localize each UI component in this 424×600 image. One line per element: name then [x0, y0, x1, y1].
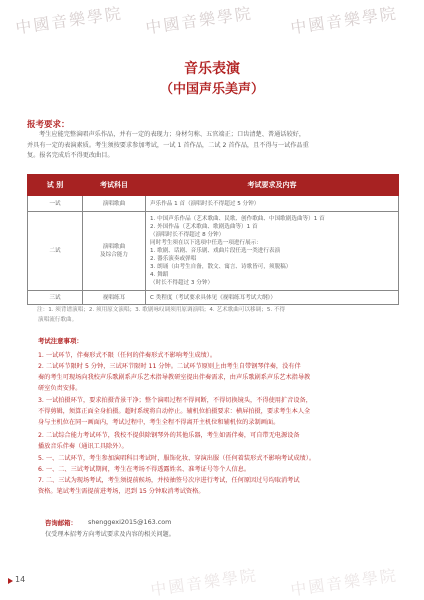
- requirements-line: 考生应能完整演唱声乐作品，并有一定的表现力；身材匀称、五官端正；口齿清楚、普通话较好，: [39, 131, 306, 138]
- notice-line: 不得剪辑，须算正面全身拍摄。超时系统将自动停止。辅机位拍摄要求：横屏拍摄，要求考生本人全: [38, 408, 311, 415]
- notice-item: [38, 361, 383, 394]
- content-line: （时长不得超过 3 分钟）: [150, 280, 214, 286]
- table-cell-stage: 二试: [28, 212, 83, 291]
- page-number: 14: [15, 575, 26, 584]
- content-line: 2. 外国作品（艺术歌曲、歌剧选曲等）1 首: [150, 224, 258, 230]
- content-line: 2. 器乐演奏或弹唱: [150, 256, 197, 262]
- notice-line: 身与主机位在同一画面内，考试过程中，考生全程不得离开主机位和辅机位的录制画面。: [38, 419, 280, 426]
- notice-item: [38, 350, 383, 361]
- watermark: 中國音樂學院: [149, 565, 259, 600]
- table-cell-subject: 演唱歌曲 及综合能力: [83, 212, 146, 291]
- contact-note: 仅受理本招考方向考试要求及内容的相关问题。: [45, 531, 175, 538]
- requirements-heading: 报考要求：: [27, 120, 70, 130]
- table-cell-subject: 视唱练耳: [83, 291, 146, 305]
- table-cell-stage: 三试: [28, 291, 83, 305]
- notice-heading: 考试注意事项：: [38, 337, 83, 345]
- table-header: 试 别: [28, 175, 83, 196]
- notice-item: [38, 464, 383, 475]
- notice-line: 6. 一、二、三试考试期间，考生在考场不得透露姓名、准考证号等个人信息。: [38, 466, 251, 473]
- content-line: 3. 朗诵（由考生自备，散文、寓言、诗歌皆可，须脱稿）: [150, 264, 292, 270]
- contact-email-link[interactable]: shenggexi2015@163.com: [88, 518, 172, 526]
- watermark: 中國音樂學院: [289, 3, 399, 38]
- notice-line: 奏的考生可现场向我校声乐歌剧系声乐艺术指导教研室提出伴奏需求，由声乐歌剧系声乐艺术指导教: [38, 374, 311, 381]
- notice-line: 1. 一试环节，伴奏形式不限（任何的伴奏形式不影响考生成绩）。: [38, 352, 217, 359]
- notice-line: 播放音乐伴奏（通讯工具除外）。: [38, 443, 128, 450]
- notice-line: 7. 二、三试为现场考试，考生须提前候场，并按抽签号次序进行考试，任何原因过号均取消考试: [38, 477, 300, 484]
- table-note: 演唱流行歌曲。: [38, 317, 78, 323]
- table-header: 考试科目: [83, 175, 146, 196]
- table-header: 考试要求及内容: [146, 175, 399, 196]
- contact-email-label: 咨询邮箱：: [45, 519, 77, 527]
- notice-item: [38, 430, 383, 452]
- notice-line: 3. 一试拍摄环节，要求拍摄背景干净；整个演唱过程不得间断，不得切换镜头，不得使用扩音设备，: [38, 397, 312, 404]
- table-cell-content: C 类程度（考试要求具体见《视唱练耳考试大纲》）: [146, 291, 399, 305]
- table-row: [28, 212, 399, 291]
- page-subtitle: （中国声乐美声）: [159, 82, 264, 97]
- content-line: 1. 歌剧、话剧、音乐剧、戏曲片段任选一类进行表演: [150, 248, 281, 254]
- content-line: 同时考生须在以下选项中任选一项进行展示：: [150, 240, 262, 246]
- notice-line: 2. 二试环节限时 5 分钟，三试环节限时 11 分钟。二试环节原则上由考生自带钢琴伴奏，没有伴: [38, 363, 301, 370]
- table-row: [28, 291, 399, 305]
- exam-table: [27, 174, 399, 305]
- watermark: 中國音樂學院: [14, 3, 124, 38]
- notice-line: 5. 一、二试环节，考生参加演唱科目考试时，服饰化妆、穿演出服（任何着装形式不影响考试成绩）。: [38, 455, 316, 462]
- notice-item: [38, 453, 383, 464]
- content-line: 4. 舞蹈: [150, 272, 169, 278]
- requirements-text: [27, 130, 399, 162]
- watermark: 中國音樂學院: [144, 3, 254, 38]
- content-line: （演唱时长不得超过 8 分钟）: [150, 232, 225, 238]
- notice-line: 研室负责安排。: [38, 385, 82, 392]
- table-cell-stage: 一试: [28, 196, 83, 212]
- table-header-row: [28, 175, 399, 196]
- notice-item: [38, 395, 383, 428]
- content-line: 1. 中国声乐作品（艺术歌曲、民歌、创作歌曲、中国歌剧选曲等）1 首: [150, 216, 325, 222]
- table-cell-content: [146, 212, 399, 291]
- requirements-line: 复。报名完成后不得更改曲目。: [27, 152, 114, 159]
- table-note: 注：1. 须背谱演唱；2. 须用原文演唱；3. 歌剧咏叹调须用原调演唱；4. 艺术歌曲可以移调；5. 不得: [37, 307, 286, 313]
- notice-line: 资格。笔试考生需提前进考场，迟到 15 分钟取消考试资格。: [38, 488, 205, 495]
- table-cell-subject: 演唱歌曲: [83, 196, 146, 212]
- table-row: [28, 196, 399, 212]
- notice-item: [38, 475, 383, 497]
- page-arrow-icon: [8, 578, 13, 584]
- requirements-line: 并具有一定的表演素质。考生须按要求参加考试，一试 1 首作品，二试 2 首作品，且不得与一试作品重: [27, 141, 309, 149]
- watermark: 中國音樂學院: [289, 565, 399, 600]
- table-cell-content: 声乐作品 1 首（演唱时长不得超过 5 分钟）: [146, 196, 399, 212]
- notice-line: 2. 二试综合能力考试环节，我校不提供除钢琴外的其他乐器，考生如需伴奏，可自带无电源设备: [38, 432, 300, 439]
- page-title: 音乐表演: [184, 61, 240, 77]
